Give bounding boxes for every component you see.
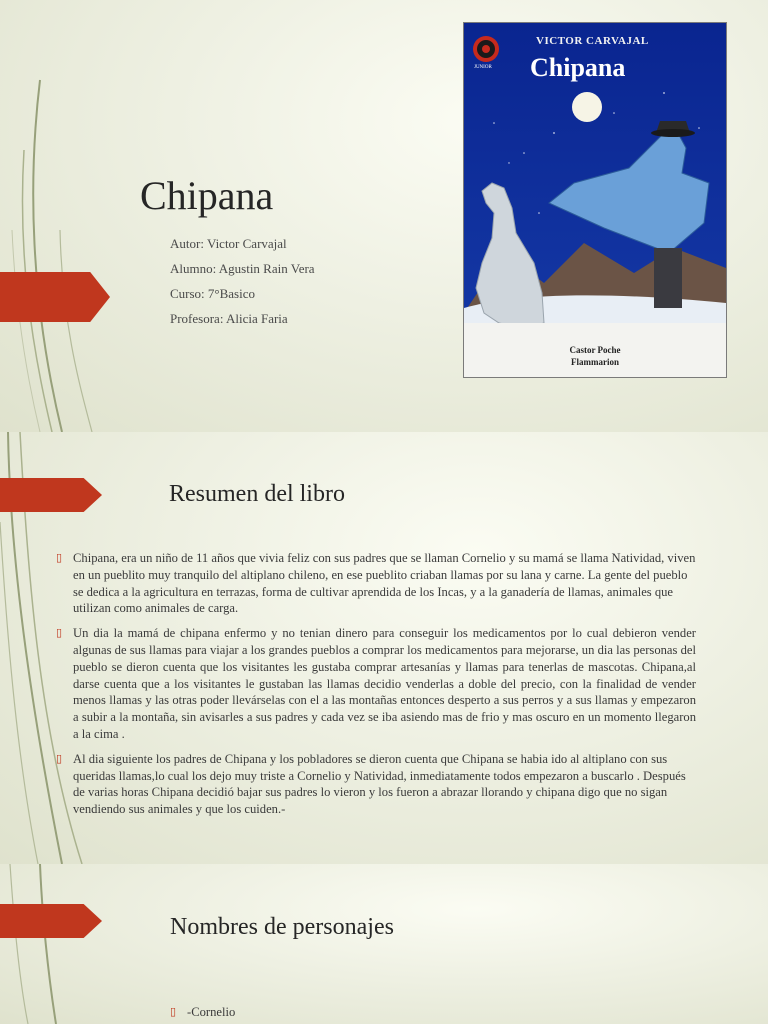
list-item: ▯ -Cornelio — [170, 1005, 236, 1019]
accent-arrow — [0, 478, 102, 512]
section-title: Nombres de personajes — [170, 914, 394, 940]
decorative-vines — [0, 0, 130, 432]
cover-publisher-line1: Castor Poche — [569, 345, 621, 355]
bullet-icon: ▯ — [56, 552, 63, 564]
meta-author: Autor: Victor Carvajal — [170, 236, 287, 251]
title-meta — [170, 236, 315, 336]
meta-course: Curso: 7°Basico — [170, 286, 256, 301]
bullet-icon: ▯ — [56, 752, 63, 765]
accent-arrow — [0, 272, 110, 322]
cover-title: Chipana — [530, 53, 626, 82]
decorative-vines — [0, 864, 130, 1024]
characters-list — [170, 1004, 470, 1024]
meta-teacher: Profesora: Alicia Faria — [170, 311, 288, 326]
summary-paragraph: ▯ Un dia la mamá de chipana enfermo y no tenian dinero para conseguir los medicamentos por lo cual debieron vender algunas de sus llamas para viajar a los grandes pueblos a comprar los medicamentos para mejorarse, un dia las personas del pueblo se dieron cuenta que los visitantes les gustaba comprar artesanías y llamas para tenerlas de mascotas. Chipana,al darse cuenta que a los visitantes le gustaban las llamas decidio venderlas a doble del precio, con la finalidad de vender menos llamas y las otras poder llevárselas con el a las montañas entonces desperto a sus perros y a sus llamas y empezaron a subir a la montaña, sin avisarles a sus padres y cada vez se iba asiendo mas de frio y mas oscuro en un momento llegaron a la cima . — [56, 626, 696, 741]
bullet-icon: ▯ — [170, 1006, 177, 1018]
summary-paragraph: ▯ Al dia siguiente los padres de Chipana y los pobladores se dieron cuenta que Chipana se habia ido al altiplano con sus queridas llamas,lo cual los dejo muy triste a Cornelio y Natividad, inmediatamente todos empezaron a buscarlo . Después de varias horas Chipana decidió bajar sus padres lo vieron y los fueron a abrazar llorando y chipana digo que no sigan vendiendo sus animales y que los cuiden.- — [56, 751, 686, 817]
book-cover — [463, 22, 727, 378]
meta-student: Alumno: Agustin Rain Vera — [170, 261, 315, 276]
section-title: Resumen del libro — [169, 481, 345, 507]
slide-summary — [0, 432, 768, 864]
accent-arrow — [0, 904, 102, 938]
slide-title — [0, 0, 768, 432]
page-title: Chipana — [140, 173, 274, 218]
cover-author: VICTOR CARVAJAL — [536, 35, 649, 47]
slide-characters — [0, 864, 768, 1024]
summary-paragraph: ▯ Chipana, era un niño de 11 años que vivia feliz con sus padres que se llaman Cornelio y su mamá se llama Natividad, viven en un pueblito muy tranquilo del altiplano chileno, en ese pueblito criaban llamas por su lana y carne. La gente del pueblo se dedica a la agricultura en terrazas, forma de cultivar aprendida de los Incas, y a la ganadería de llamas, animales que utilizan como animales de carga. — [56, 551, 696, 616]
bullet-icon: ▯ — [56, 627, 63, 640]
cover-imprint: JUNIOR — [474, 65, 492, 70]
moon-shape — [572, 92, 602, 122]
summary-list — [56, 550, 696, 826]
cover-publisher-line2: Flammarion — [571, 357, 619, 367]
